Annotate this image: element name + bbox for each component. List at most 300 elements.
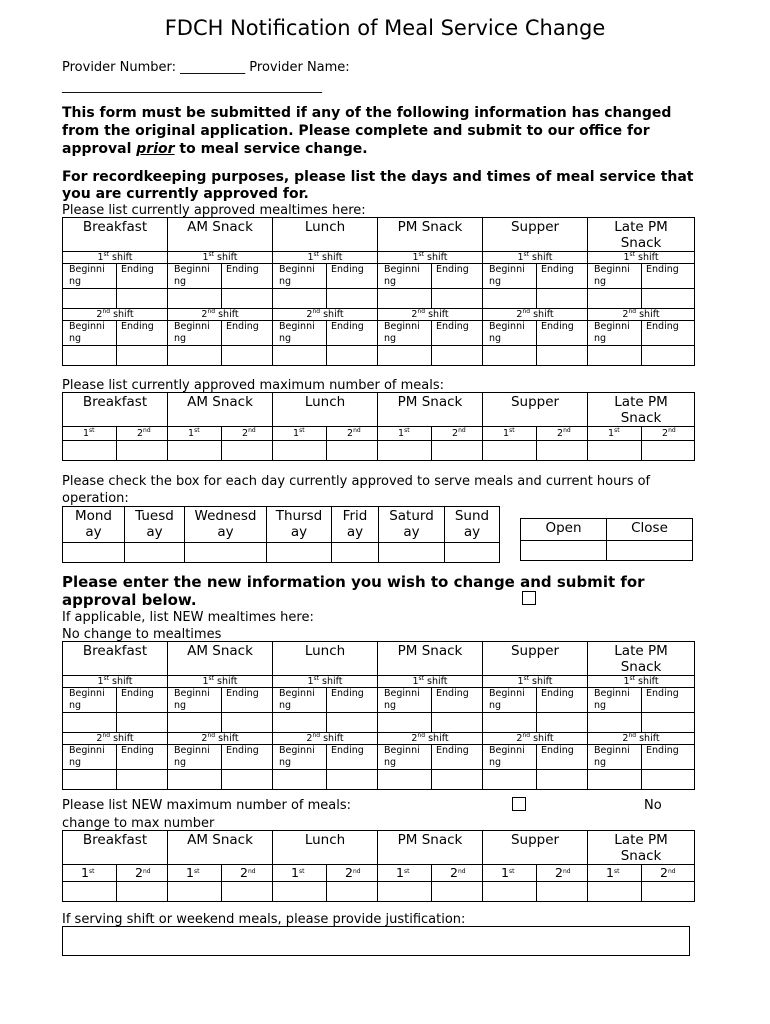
- ordinal-suffix: nd: [457, 868, 466, 875]
- day-checkbox-cell[interactable]: [332, 543, 379, 563]
- ordinal-suffix: st: [193, 868, 200, 875]
- meal-header-label: Lunch: [304, 643, 346, 659]
- no-change-mealtimes-label: No change to mealtimes: [62, 627, 222, 642]
- ordinal-number: 1: [293, 428, 300, 439]
- max-meals-cell[interactable]: [432, 882, 483, 902]
- ending-label: [537, 688, 588, 713]
- current-max-meals-table: [62, 392, 695, 461]
- meal-header: [378, 831, 483, 865]
- first-meal-label: [63, 865, 117, 882]
- ordinal-number: 1: [606, 865, 614, 880]
- beginning-text-2: ng: [594, 276, 607, 287]
- shift-number: 2: [622, 309, 629, 320]
- meal-header: [588, 831, 695, 865]
- max-meals-cell[interactable]: [273, 882, 327, 902]
- max-meals-cell[interactable]: [483, 441, 537, 461]
- max-meals-cell[interactable]: [168, 441, 222, 461]
- beginning-text: Beginni: [489, 321, 525, 332]
- ending-label: [222, 745, 273, 770]
- shift-number: 1: [97, 676, 104, 687]
- first-shift-time-cell[interactable]: [63, 289, 117, 309]
- second-shift-time-cell[interactable]: [327, 346, 378, 366]
- shift-ordinal-suffix: nd: [312, 308, 321, 315]
- second-shift-row: [63, 309, 695, 321]
- max-meals-cell[interactable]: [483, 882, 537, 902]
- max-meals-cell[interactable]: [378, 882, 432, 902]
- max-meals-cell[interactable]: [117, 882, 168, 902]
- first-shift-label: [483, 252, 588, 264]
- meal-header: [63, 831, 168, 865]
- second-meal-label: [222, 865, 273, 882]
- beginning-text: Beginni: [594, 688, 630, 699]
- shift-number: 1: [97, 252, 104, 263]
- second-meal-label: [432, 865, 483, 882]
- shift-ordinal-suffix: nd: [522, 732, 531, 739]
- beginning-text-2: ng: [174, 276, 187, 287]
- meal-header: [483, 642, 588, 676]
- ordinal-number: 2: [242, 428, 249, 439]
- day-checkbox-cell[interactable]: [379, 543, 445, 563]
- days-label-line-1: Please check the box for each day currently approved to serve meals and current hours of: [62, 474, 651, 489]
- shift-word: shift: [424, 676, 448, 687]
- ending-text: Ending: [121, 745, 154, 756]
- first-meal-label: [483, 427, 537, 441]
- max-meals-cell[interactable]: [642, 882, 695, 902]
- beginning-label: [588, 688, 642, 713]
- ordinal-suffix: nd: [353, 427, 361, 434]
- beginning-label: [378, 745, 432, 770]
- first-shift-time-cell[interactable]: [588, 713, 642, 733]
- beginning-text: Beginni: [279, 264, 315, 275]
- no-change-max-checkbox[interactable]: [512, 797, 526, 811]
- first-shift-time-cell[interactable]: [588, 289, 642, 309]
- meal-header: [168, 642, 273, 676]
- max-meals-cell[interactable]: [327, 441, 378, 461]
- second-shift-time-cell[interactable]: [63, 770, 117, 790]
- ordinal-number: 2: [555, 865, 563, 880]
- shift-number: 2: [516, 733, 523, 744]
- day-header: [185, 507, 267, 543]
- max-meals-cell[interactable]: [222, 441, 273, 461]
- beginning-text: Beginni: [174, 264, 210, 275]
- shift-ordinal-suffix: nd: [312, 732, 321, 739]
- ending-label: [117, 745, 168, 770]
- ordinal-suffix: nd: [668, 427, 676, 434]
- second-shift-time-cell[interactable]: [537, 770, 588, 790]
- second-shift-time-cell[interactable]: [588, 770, 642, 790]
- second-shift-time-cell[interactable]: [222, 346, 273, 366]
- new-max-label: Please list NEW maximum number of meals:: [62, 798, 352, 813]
- shift-number: 1: [307, 676, 314, 687]
- new-mealtimes-table: [62, 641, 695, 790]
- meal-header-label: PM Snack: [397, 832, 463, 848]
- max-meals-cell[interactable]: [378, 441, 432, 461]
- first-shift-time-cell[interactable]: [537, 713, 588, 733]
- shift-number: 2: [201, 309, 208, 320]
- second-shift-label: [483, 733, 588, 745]
- shift-number: 2: [411, 733, 418, 744]
- ordinal-number: 2: [452, 428, 459, 439]
- ordinal-number: 1: [503, 428, 510, 439]
- max-meals-cell[interactable]: [327, 882, 378, 902]
- meal-header-row: [63, 831, 695, 865]
- shift-word: shift: [214, 252, 238, 263]
- ending-text: Ending: [436, 321, 469, 332]
- second-shift-time-cell[interactable]: [168, 346, 222, 366]
- intro-line-1: This form must be submitted if any of the following information has changed: [62, 105, 672, 121]
- shift-word: shift: [635, 252, 659, 263]
- ordinal-number: 1: [291, 865, 299, 880]
- meal-header: [588, 642, 695, 676]
- second-shift-time-cell[interactable]: [327, 770, 378, 790]
- current-mealtimes-table: [62, 217, 695, 366]
- ending-text: Ending: [436, 688, 469, 699]
- first-shift-time-row: [63, 713, 695, 733]
- ordinal-number: 1: [398, 428, 405, 439]
- shift-number: 1: [623, 676, 630, 687]
- day-header: [267, 507, 332, 543]
- ending-label: [432, 745, 483, 770]
- second-shift-time-cell[interactable]: [273, 770, 327, 790]
- meal-header: [378, 393, 483, 427]
- ending-text: Ending: [331, 688, 364, 699]
- ending-text: Ending: [331, 745, 364, 756]
- first-shift-label: [168, 252, 273, 264]
- shift-ordinal-suffix: st: [313, 251, 319, 258]
- day-label-2: ay: [217, 524, 234, 540]
- day-label-2: ay: [403, 524, 420, 540]
- meal-header-label: PM Snack: [397, 643, 463, 659]
- ending-text: Ending: [541, 321, 574, 332]
- ordinal-number: 2: [662, 428, 669, 439]
- second-shift-time-cell[interactable]: [168, 770, 222, 790]
- max-meals-cell[interactable]: [642, 441, 695, 461]
- meal-header: [273, 393, 378, 427]
- first-shift-time-cell[interactable]: [222, 713, 273, 733]
- shift-word: shift: [635, 676, 659, 687]
- new-mealtimes-label: If applicable, list NEW mealtimes here:: [62, 610, 314, 625]
- meal-header-label: AM Snack: [187, 643, 253, 659]
- ordinal-suffix: st: [614, 427, 620, 434]
- first-shift-label: [483, 676, 588, 688]
- meal-header-label-2: Snack: [620, 410, 662, 426]
- ending-text: Ending: [121, 321, 154, 332]
- second-meal-label: [327, 865, 378, 882]
- ending-label: [432, 264, 483, 289]
- first-shift-time-cell[interactable]: [642, 713, 695, 733]
- day-label: Mond: [74, 508, 113, 524]
- second-shift-label: [63, 733, 168, 745]
- meal-header-label: Lunch: [304, 394, 346, 410]
- first-shift-time-cell[interactable]: [642, 289, 695, 309]
- shift-ordinal-suffix: st: [523, 251, 529, 258]
- ending-text: Ending: [226, 688, 259, 699]
- shift-ordinal-suffix: nd: [628, 308, 637, 315]
- second-shift-time-cell[interactable]: [63, 346, 117, 366]
- beginning-label: [168, 745, 222, 770]
- shift-ordinal-suffix: nd: [417, 308, 426, 315]
- shift-word: shift: [109, 676, 133, 687]
- first-shift-row: [63, 676, 695, 688]
- hours-table: [520, 518, 693, 561]
- first-shift-time-cell[interactable]: [483, 713, 537, 733]
- beginning-text: Beginni: [489, 745, 525, 756]
- ordinal-number: 1: [501, 865, 509, 880]
- beginning-text: Beginni: [279, 688, 315, 699]
- meal-header: [273, 218, 378, 252]
- first-shift-label: [63, 676, 168, 688]
- beginning-text: Beginni: [384, 745, 420, 756]
- meal-header-label: PM Snack: [397, 394, 463, 410]
- first-shift-time-cell[interactable]: [168, 713, 222, 733]
- first-shift-time-cell[interactable]: [327, 713, 378, 733]
- day-label: Frid: [342, 508, 368, 524]
- second-shift-label: [588, 733, 695, 745]
- second-meal-label: [642, 427, 695, 441]
- beginning-label: [63, 745, 117, 770]
- first-meal-label: [63, 427, 117, 441]
- first-meal-label: [588, 865, 642, 882]
- meal-header-label: Late PM: [614, 219, 668, 235]
- beginning-label: [588, 264, 642, 289]
- shift-word: shift: [530, 733, 554, 744]
- hours-close-header: Close: [607, 519, 693, 541]
- ordinal-suffix: st: [88, 868, 95, 875]
- ordinal-number: 2: [240, 865, 248, 880]
- ending-label: [642, 264, 695, 289]
- beginning-text-2: ng: [489, 757, 502, 768]
- beginning-text-2: ng: [384, 333, 397, 344]
- beginning-label: [483, 745, 537, 770]
- max-meals-cell[interactable]: [537, 882, 588, 902]
- second-shift-time-cell[interactable]: [483, 770, 537, 790]
- second-shift-time-cell[interactable]: [432, 770, 483, 790]
- no-change-mealtimes-checkbox[interactable]: [522, 591, 536, 605]
- max-meals-cell[interactable]: [63, 882, 117, 902]
- begin-end-row: [63, 688, 695, 713]
- first-meal-label: [168, 865, 222, 882]
- second-shift-time-cell[interactable]: [642, 346, 695, 366]
- ending-text: Ending: [436, 745, 469, 756]
- first-shift-time-cell[interactable]: [378, 713, 432, 733]
- justification-input[interactable]: [62, 926, 690, 956]
- max-meals-cell[interactable]: [588, 882, 642, 902]
- day-header: [125, 507, 185, 543]
- meal-header-label: Late PM: [614, 643, 668, 659]
- second-shift-time-cell[interactable]: [117, 770, 168, 790]
- max-meals-cell[interactable]: [63, 441, 117, 461]
- max-meals-cell[interactable]: [537, 441, 588, 461]
- first-shift-time-cell[interactable]: [117, 713, 168, 733]
- second-shift-time-cell[interactable]: [273, 346, 327, 366]
- current-max-label: Please list currently approved maximum number of meals:: [62, 378, 444, 393]
- first-meal-label: [168, 427, 222, 441]
- beginning-text: Beginni: [489, 264, 525, 275]
- ending-label: [117, 264, 168, 289]
- ending-label: [117, 688, 168, 713]
- new-info-line-1: Please enter the new information you wish to change and submit for: [62, 573, 645, 591]
- beginning-text: Beginni: [384, 688, 420, 699]
- beginning-label: [273, 321, 327, 346]
- meal-header-label: Supper: [510, 394, 560, 410]
- second-shift-time-cell[interactable]: [537, 346, 588, 366]
- ordinal-suffix: st: [403, 868, 410, 875]
- day-checkbox-cell[interactable]: [185, 543, 267, 563]
- beginning-text-2: ng: [384, 700, 397, 711]
- shift-ordinal-suffix: nd: [207, 732, 216, 739]
- beginning-label: [378, 321, 432, 346]
- ending-text: Ending: [646, 264, 679, 275]
- shift-ordinal-suffix: st: [418, 251, 424, 258]
- shift-word: shift: [110, 309, 134, 320]
- day-checkbox-cell[interactable]: [445, 543, 500, 563]
- max-meals-cell[interactable]: [273, 441, 327, 461]
- first-meal-label: [273, 865, 327, 882]
- ending-text: Ending: [226, 321, 259, 332]
- provider-line: Provider Number: __________ Provider Name:: [62, 60, 350, 75]
- max-meals-cell[interactable]: [222, 882, 273, 902]
- shift-ordinal-suffix: nd: [102, 308, 111, 315]
- first-shift-time-cell[interactable]: [63, 713, 117, 733]
- second-meal-label: [432, 427, 483, 441]
- beginning-text: Beginni: [279, 321, 315, 332]
- second-shift-time-row: [63, 770, 695, 790]
- second-shift-time-cell[interactable]: [222, 770, 273, 790]
- beginning-text-2: ng: [279, 333, 292, 344]
- ending-label: [537, 745, 588, 770]
- second-shift-time-cell[interactable]: [378, 770, 432, 790]
- second-shift-row: [63, 733, 695, 745]
- ending-label: [327, 321, 378, 346]
- first-meal-label: [588, 427, 642, 441]
- shift-ordinal-suffix: nd: [417, 732, 426, 739]
- first-shift-time-cell[interactable]: [483, 289, 537, 309]
- beginning-text: Beginni: [69, 264, 105, 275]
- second-shift-time-cell[interactable]: [642, 770, 695, 790]
- day-label-2: ay: [146, 524, 163, 540]
- ordinal-suffix: st: [298, 868, 305, 875]
- shift-ordinal-suffix: nd: [102, 732, 111, 739]
- first-shift-time-cell[interactable]: [432, 713, 483, 733]
- max-meals-cell[interactable]: [168, 882, 222, 902]
- first-shift-time-cell[interactable]: [432, 289, 483, 309]
- ordinal-number: 1: [188, 428, 195, 439]
- first-shift-time-cell[interactable]: [537, 289, 588, 309]
- shift-number: 2: [306, 309, 313, 320]
- beginning-label: [273, 745, 327, 770]
- ending-label: [117, 321, 168, 346]
- ordinal-number: 2: [137, 428, 144, 439]
- ending-text: Ending: [646, 321, 679, 332]
- ending-label: [222, 688, 273, 713]
- first-shift-time-cell[interactable]: [273, 713, 327, 733]
- meal-header: [378, 642, 483, 676]
- meal-header: [483, 831, 588, 865]
- day-header: [332, 507, 379, 543]
- second-meal-label: [537, 865, 588, 882]
- second-shift-time-cell[interactable]: [117, 346, 168, 366]
- day-checkbox-cell[interactable]: [63, 543, 125, 563]
- shift-number: 1: [412, 252, 419, 263]
- shift-ordinal-suffix: nd: [522, 308, 531, 315]
- first-shift-time-cell[interactable]: [378, 289, 432, 309]
- max-meals-cell[interactable]: [432, 441, 483, 461]
- second-shift-time-cell[interactable]: [588, 346, 642, 366]
- beginning-text: Beginni: [174, 321, 210, 332]
- beginning-label: [588, 745, 642, 770]
- day-checkbox-cell[interactable]: [267, 543, 332, 563]
- day-label-2: ay: [463, 524, 481, 540]
- ending-label: [327, 264, 378, 289]
- beginning-text-2: ng: [174, 333, 187, 344]
- ending-label: [222, 321, 273, 346]
- beginning-text-2: ng: [174, 700, 187, 711]
- beginning-text-2: ng: [69, 276, 82, 287]
- ordinal-suffix: st: [509, 427, 515, 434]
- shift-word: shift: [320, 733, 344, 744]
- shift-word: shift: [109, 252, 133, 263]
- first-meal-label: [378, 427, 432, 441]
- max-meals-cell[interactable]: [117, 441, 168, 461]
- day-checkbox-cell[interactable]: [125, 543, 185, 563]
- meal-header-label: AM Snack: [187, 832, 253, 848]
- shift-word: shift: [636, 733, 660, 744]
- meal-header-label-2: Snack: [620, 848, 662, 864]
- second-shift-time-cell[interactable]: [432, 346, 483, 366]
- second-shift-time-cell[interactable]: [483, 346, 537, 366]
- ending-text: Ending: [226, 264, 259, 275]
- beginning-label: [273, 264, 327, 289]
- first-shift-time-cell[interactable]: [327, 289, 378, 309]
- shift-ordinal-suffix: st: [103, 675, 109, 682]
- second-shift-label: [378, 733, 483, 745]
- meal-header-label: Supper: [510, 219, 560, 235]
- beginning-text-2: ng: [489, 333, 502, 344]
- ending-label: [432, 688, 483, 713]
- beginning-label: [273, 688, 327, 713]
- beginning-text-2: ng: [594, 700, 607, 711]
- ordinal-row: [63, 865, 695, 882]
- hours-open-input[interactable]: [521, 541, 607, 561]
- shift-number: 2: [622, 733, 629, 744]
- first-shift-time-cell[interactable]: [168, 289, 222, 309]
- day-label-2: ay: [290, 524, 308, 540]
- shift-number: 2: [96, 733, 103, 744]
- first-meal-label: [273, 427, 327, 441]
- ordinal-suffix: nd: [248, 427, 256, 434]
- intro-line-2: from the original application. Please complete and submit to our office for: [62, 123, 650, 139]
- justification-label: If serving shift or weekend meals, please provide justification:: [62, 912, 466, 927]
- shift-word: shift: [425, 733, 449, 744]
- ordinal-number: 1: [608, 428, 615, 439]
- ending-text: Ending: [541, 745, 574, 756]
- meal-header-label: AM Snack: [187, 394, 253, 410]
- ordinal-number: 1: [186, 865, 194, 880]
- second-shift-label: [273, 309, 378, 321]
- first-shift-time-cell[interactable]: [273, 289, 327, 309]
- second-shift-time-cell[interactable]: [378, 346, 432, 366]
- meal-header-row: [63, 393, 695, 427]
- beginning-text-2: ng: [489, 700, 502, 711]
- hours-close-input[interactable]: [607, 541, 693, 561]
- shift-number: 1: [202, 252, 209, 263]
- first-shift-time-cell[interactable]: [222, 289, 273, 309]
- max-meals-cell[interactable]: [588, 441, 642, 461]
- first-shift-time-cell[interactable]: [117, 289, 168, 309]
- first-shift-label: [588, 676, 695, 688]
- ordinal-number: 1: [396, 865, 404, 880]
- first-shift-label: [378, 676, 483, 688]
